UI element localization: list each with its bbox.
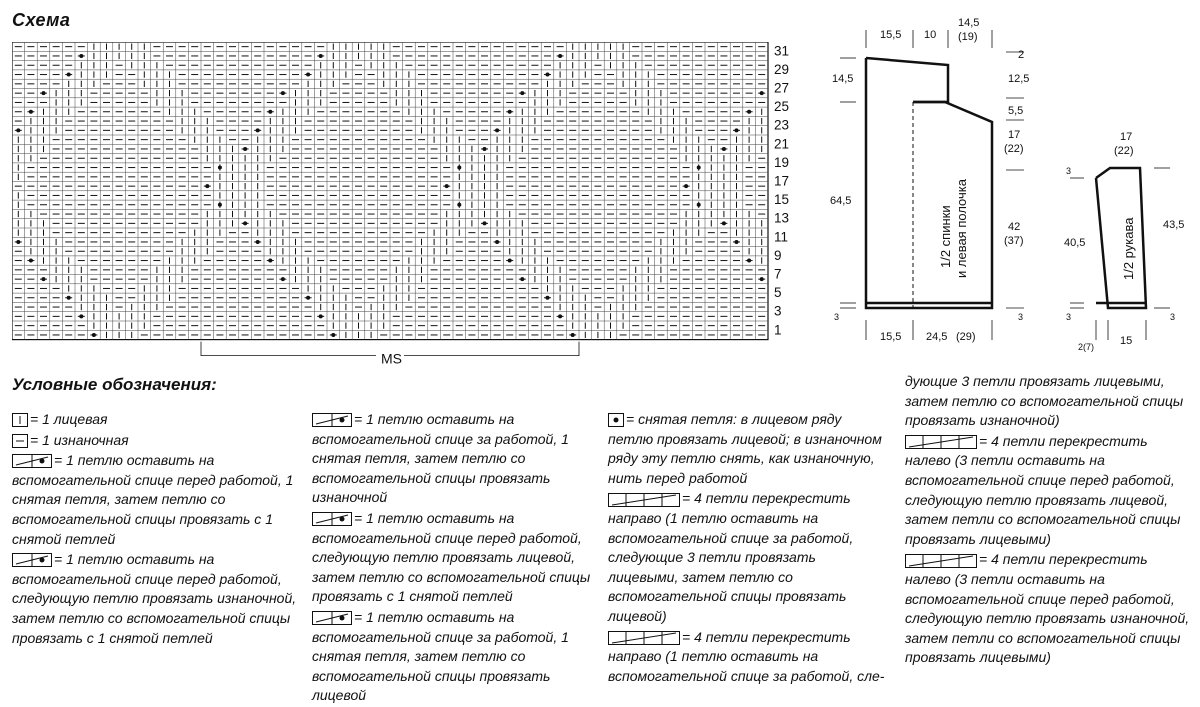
sleeve-left-1: 3 bbox=[1066, 166, 1072, 176]
back-top-w4: (19) bbox=[958, 31, 978, 43]
back-right-1: 2 bbox=[1018, 49, 1025, 61]
back-top-w3: 14,5 bbox=[958, 17, 980, 29]
row-number: 27 bbox=[774, 80, 790, 96]
legend-item bbox=[312, 608, 592, 706]
back-left-1: 14,5 bbox=[832, 73, 854, 85]
slip-knit-front-icon bbox=[312, 512, 352, 526]
knit-icon bbox=[12, 413, 28, 427]
back-right-7: (37) bbox=[1004, 235, 1024, 247]
legend-item bbox=[12, 410, 297, 430]
legend-item bbox=[905, 372, 1190, 431]
legend-column-3 bbox=[608, 410, 890, 687]
row-number: 9 bbox=[774, 247, 782, 263]
sleeve-left-3: 3 bbox=[1066, 312, 1072, 322]
row-number: 11 bbox=[774, 229, 789, 245]
legend-item bbox=[608, 410, 890, 488]
legend-text: = снятая петля: в лицевом ряду петлю провязать лицевой; в изнаночном ряду эту петлю снять, как изнаночную, нить перед работой bbox=[608, 411, 882, 486]
sleeve-left-2: 40,5 bbox=[1064, 237, 1086, 249]
knitting-chart bbox=[12, 42, 802, 372]
purl-icon bbox=[12, 434, 28, 448]
sleeve-bottom: 15 bbox=[1120, 335, 1133, 347]
legend-item bbox=[12, 451, 297, 549]
legend-text: = 1 петлю оставить на вспомогательной спице за работой, 1 снятая петля, затем петлю со вспомогательной спицы провязать изнаночной bbox=[312, 411, 569, 506]
legend-column-2 bbox=[312, 410, 592, 707]
legend-item bbox=[312, 410, 592, 508]
legend-item bbox=[12, 431, 297, 451]
back-right-2: 12,5 bbox=[1008, 73, 1030, 85]
slip-stitch-icon bbox=[608, 413, 624, 427]
sleeve-label: 1/2 рукава bbox=[1121, 217, 1136, 280]
legend-text: = 1 петлю оставить на вспомогательной спице перед работой, следующую петлю провязать лицевой, затем петлю со вспомогательной спицы провязать с 1 снятой петлей bbox=[312, 509, 591, 605]
legend-text: = 1 изнаночная bbox=[30, 431, 129, 448]
garment-schematic bbox=[820, 10, 1195, 355]
row-number: 21 bbox=[774, 136, 790, 152]
legend-text: дующие 3 петли провязать лицевыми, затем петлю со вспомогательной спицы провязать изнаночной) bbox=[905, 373, 1184, 429]
back-right-6: 42 bbox=[1008, 221, 1021, 233]
sleeve-top-2: (22) bbox=[1114, 145, 1134, 157]
sleeve-right-2: 3 bbox=[1170, 312, 1176, 322]
cable-4-right-knit-icon bbox=[608, 493, 680, 507]
back-right-3: 5,5 bbox=[1008, 105, 1024, 117]
row-number: 1 bbox=[774, 322, 782, 338]
cable-4-left-purl-icon bbox=[905, 554, 977, 568]
legend-text: = 1 лицевая bbox=[30, 411, 108, 427]
legend-item bbox=[905, 550, 1190, 668]
legend-text: = 4 петли перекрестить направо (1 петлю оставить на вспомогательной спице за работой, сле- bbox=[608, 628, 885, 684]
row-number: 23 bbox=[774, 117, 790, 133]
back-left-2: 64,5 bbox=[830, 195, 852, 207]
chart-title: Схема bbox=[12, 10, 71, 30]
knit-slip-behind-icon bbox=[312, 611, 352, 625]
cable-4-right-purl-icon bbox=[608, 631, 680, 645]
legend-title: Условные обозначения: bbox=[12, 375, 217, 394]
legend-text: = 1 петлю оставить на вспомогательной спице перед работой, следующую петлю провязать изнаночной, затем петлю со вспомогательной спицы провязать с 1 снятой петлей bbox=[12, 551, 297, 646]
repeat-label: MS bbox=[381, 350, 402, 367]
row-number: 31 bbox=[774, 43, 790, 59]
sleeve-right-1: 43,5 bbox=[1163, 219, 1185, 231]
legend-item bbox=[608, 489, 890, 626]
legend-item bbox=[905, 432, 1190, 550]
legend-text: = 1 петлю оставить на вспомогательной спице перед работой, 1 снятая петля, затем петлю со вспомогательной спицы провязать с 1 снятой петлей bbox=[12, 452, 294, 547]
back-outline-right bbox=[866, 58, 992, 308]
row-number: 19 bbox=[774, 154, 790, 170]
sleeve-dashed-line bbox=[1140, 168, 1146, 308]
legend-column-4 bbox=[905, 372, 1190, 669]
back-right-5: (22) bbox=[1004, 143, 1024, 155]
cross-slip-slip-icon bbox=[12, 454, 52, 468]
back-piece bbox=[840, 30, 1024, 340]
back-top-w1: 15,5 bbox=[880, 29, 902, 41]
back-bottom-2: 24,5 bbox=[926, 331, 948, 343]
legend-item bbox=[312, 509, 592, 607]
row-number: 25 bbox=[774, 99, 790, 115]
back-outline bbox=[866, 58, 948, 102]
legend-item bbox=[608, 628, 890, 687]
back-right-4: 17 bbox=[1008, 129, 1021, 141]
legend-item bbox=[12, 550, 297, 648]
row-number: 13 bbox=[774, 210, 790, 226]
legend-text: = 4 петли перекрестить налево (3 петли оставить на вспомогательной спице перед работой, следующую петлю провязать изнаночной, затем петли со вспомогательной спицы провязать лицевыми) bbox=[905, 551, 1190, 666]
row-number: 15 bbox=[774, 192, 790, 208]
row-number: 7 bbox=[774, 266, 782, 282]
sleeve-left-4: 2(7) bbox=[1078, 342, 1095, 352]
row-number: 29 bbox=[774, 61, 790, 77]
back-right-8: 3 bbox=[1018, 312, 1024, 322]
back-top-w2: 10 bbox=[924, 29, 937, 41]
sleeve-piece bbox=[1070, 168, 1170, 340]
back-bottom-3: (29) bbox=[956, 331, 976, 343]
back-label-1: 1/2 спинки bbox=[938, 205, 953, 268]
cable-4-left-knit-icon bbox=[905, 435, 977, 449]
back-label-2: и левая полочка bbox=[954, 179, 969, 278]
row-number: 17 bbox=[774, 173, 790, 189]
back-left-3: 3 bbox=[834, 312, 840, 322]
cross-slip-purl-icon bbox=[12, 553, 52, 567]
purl-slip-behind-icon bbox=[312, 413, 352, 427]
legend-text: = 4 петли перекрестить налево (3 петли оставить на вспомогательной спице перед работой, следующую петлю провязать лицевой, затем петли со вспомогательной спицы провязать лицевыми) bbox=[905, 432, 1181, 547]
legend-text: = 4 петли перекрестить направо (1 петлю оставить на вспомогательной спице за работой, следующие 3 петли провязать лицевыми, затем петлю со вспомогательной спицы провязать лицевой) bbox=[608, 490, 854, 624]
back-bottom-1: 15,5 bbox=[880, 331, 902, 343]
row-number: 3 bbox=[774, 303, 782, 319]
row-number: 5 bbox=[774, 285, 782, 301]
legend-column-1 bbox=[12, 410, 297, 649]
sleeve-top-1: 17 bbox=[1120, 131, 1133, 143]
legend-text: = 1 петлю оставить на вспомогательной спице за работой, 1 снятая петля, затем петлю со вспомогательной спицы провязать лицевой bbox=[312, 608, 569, 704]
